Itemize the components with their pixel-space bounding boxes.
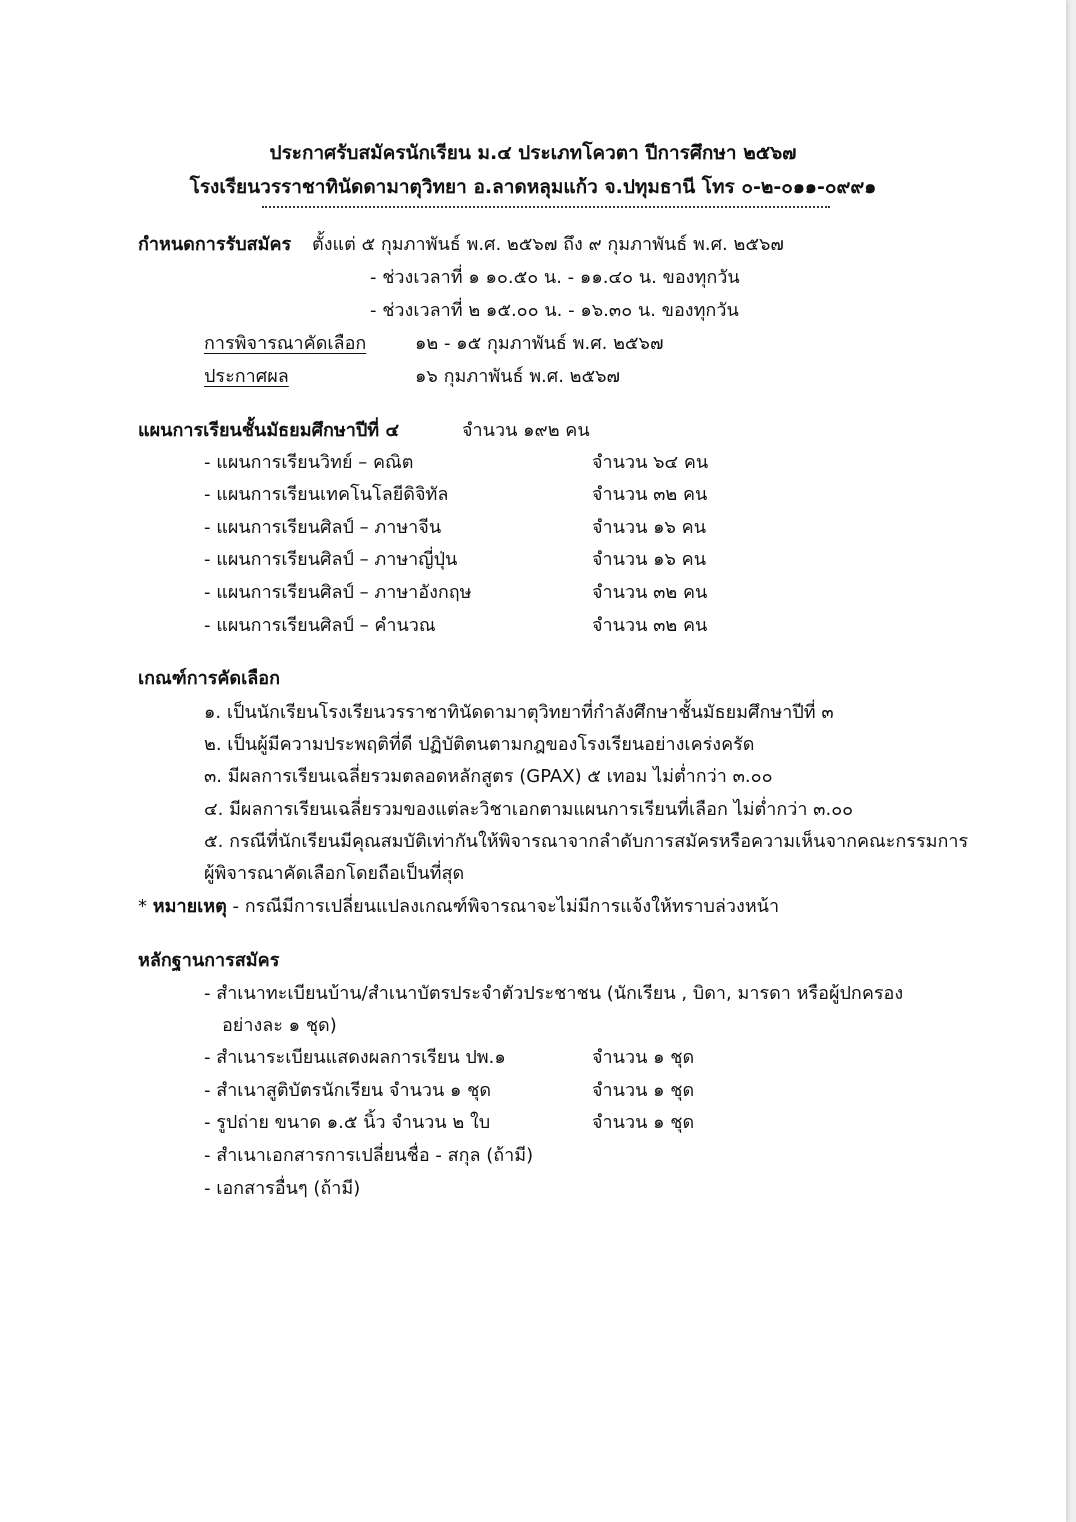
criteria-item: ๔. มีผลการเรียนเฉลี่ยรวมของแต่ละวิชาเอกตามแผนการเรียนที่เลือก ไม่ต่ำกว่า ๓.๐๐ xyxy=(204,799,854,820)
plan-item-name: - แผนการเรียนวิทย์ – คณิต xyxy=(204,452,414,473)
schedule-slot-2: - ช่วงเวลาที่ ๒ ๑๕.๐๐ น. - ๑๖.๓๐ น. ของทุกวัน xyxy=(370,300,739,321)
criteria-title: เกณฑ์การคัดเลือก xyxy=(138,668,280,689)
criteria-item-continuation: ผู้พิจารณาคัดเลือกโดยถือเป็นที่สุด xyxy=(204,863,465,884)
document-item-name: - รูปถ่าย ขนาด ๑.๕ นิ้ว จำนวน ๒ ใบ xyxy=(204,1112,491,1133)
document-item-count: จำนวน ๑ ชุด xyxy=(592,1080,695,1101)
plans-total: จำนวน ๑๙๒ คน xyxy=(462,420,590,441)
document-item: - สำเนาทะเบียนบ้าน/สำเนาบัตรประจำตัวประชาชน (นักเรียน , บิดา, มารดา หรือผู้ปกครอง xyxy=(204,983,904,1004)
plan-item-count: จำนวน ๓๒ คน xyxy=(592,484,708,505)
plan-item-count: จำนวน ๖๔ คน xyxy=(592,452,709,473)
plan-item-name: - แผนการเรียนศิลป์ – ภาษาอังกฤษ xyxy=(204,582,472,603)
document-item: - เอกสารอื่นๆ (ถ้ามี) xyxy=(204,1178,361,1199)
document-item-continuation: อย่างละ ๑ ชุด) xyxy=(222,1015,337,1036)
announcement-title: ประกาศรับสมัครนักเรียน ม.๔ ประเภทโควตา ปีการศึกษา ๒๕๖๗ xyxy=(269,142,797,164)
document-item: - สำเนาเอกสารการเปลี่ยนชื่อ - สกุล (ถ้ามี) xyxy=(204,1145,534,1166)
dotted-divider xyxy=(262,206,830,208)
documents-title: หลักฐานการสมัคร xyxy=(138,950,280,971)
school-contact-line: โรงเรียนวรราชาทินัดดามาตุวิทยา อ.ลาดหลุมแก้ว จ.ปทุมธานี โทร ๐-๒-๐๑๑-๐๙๙๑ xyxy=(189,176,877,198)
document-item-count: จำนวน ๑ ชุด xyxy=(592,1112,695,1133)
selection-value: ๑๒ - ๑๕ กุมภาพันธ์ พ.ศ. ๒๕๖๗ xyxy=(415,333,664,354)
document-item-name: - สำเนาสูติบัตรนักเรียน จำนวน ๑ ชุด xyxy=(204,1080,492,1101)
plan-item-name: - แผนการเรียนเทคโนโลยีดิจิทัล xyxy=(204,484,449,505)
criteria-item: ๑. เป็นนักเรียนโรงเรียนวรราชาทินัดดามาตุวิทยาที่กำลังศึกษาชั้นมัธยมศึกษาปีที่ ๓ xyxy=(204,702,834,723)
note-asterisk: * xyxy=(138,896,153,917)
announce-value: ๑๖ กุมภาพันธ์ พ.ศ. ๒๕๖๗ xyxy=(415,366,621,387)
note-label: หมายเหตุ xyxy=(152,896,227,917)
plan-item-count: จำนวน ๓๒ คน xyxy=(592,615,708,636)
plans-title: แผนการเรียนชั้นมัธยมศึกษาปีที่ ๔ xyxy=(138,420,400,441)
criteria-item: ๓. มีผลการเรียนเฉลี่ยรวมตลอดหลักสูตร (GPAX) ๕ เทอม ไม่ต่ำกว่า ๓.๐๐ xyxy=(204,766,773,787)
schedule-slot-1: - ช่วงเวลาที่ ๑ ๑๐.๕๐ น. - ๑๑.๔๐ น. ของทุกวัน xyxy=(370,267,740,288)
plan-item-name: - แผนการเรียนศิลป์ – ภาษาญี่ปุ่น xyxy=(204,549,458,570)
selection-label: การพิจารณาคัดเลือก xyxy=(204,333,367,354)
document-item-name: - สำเนาระเบียนแสดงผลการเรียน ปพ.๑ xyxy=(204,1047,506,1068)
plan-item-name: - แผนการเรียนศิลป์ – ภาษาจีน xyxy=(204,517,442,538)
plan-item-count: จำนวน ๑๖ คน xyxy=(592,517,707,538)
announce-label: ประกาศผล xyxy=(204,366,289,387)
criteria-note xyxy=(138,898,779,916)
document-item-count: จำนวน ๑ ชุด xyxy=(592,1047,695,1068)
plan-item-name: - แผนการเรียนศิลป์ – คำนวณ xyxy=(204,615,436,636)
criteria-item: ๕. กรณีที่นักเรียนมีคุณสมบัติเท่ากันให้พิจารณาจากลำดับการสมัครหรือความเห็นจากคณะกรรมการ xyxy=(204,831,969,852)
plan-item-count: จำนวน ๓๒ คน xyxy=(592,582,708,603)
criteria-item: ๒. เป็นผู้มีความประพฤติที่ดี ปฏิบัติตนตามกฎของโรงเรียนอย่างเคร่งครัด xyxy=(204,734,755,755)
plan-item-count: จำนวน ๑๖ คน xyxy=(592,549,707,570)
schedule-dates: ตั้งแต่ ๕ กุมภาพันธ์ พ.ศ. ๒๕๖๗ ถึง ๙ กุมภาพันธ์ พ.ศ. ๒๕๖๗ xyxy=(312,234,784,255)
schedule-label: กำหนดการรับสมัคร xyxy=(138,234,292,255)
note-text: - กรณีมีการเปลี่ยนแปลงเกณฑ์พิจารณาจะไม่มีการแจ้งให้ทราบล่วงหน้า xyxy=(226,896,780,917)
